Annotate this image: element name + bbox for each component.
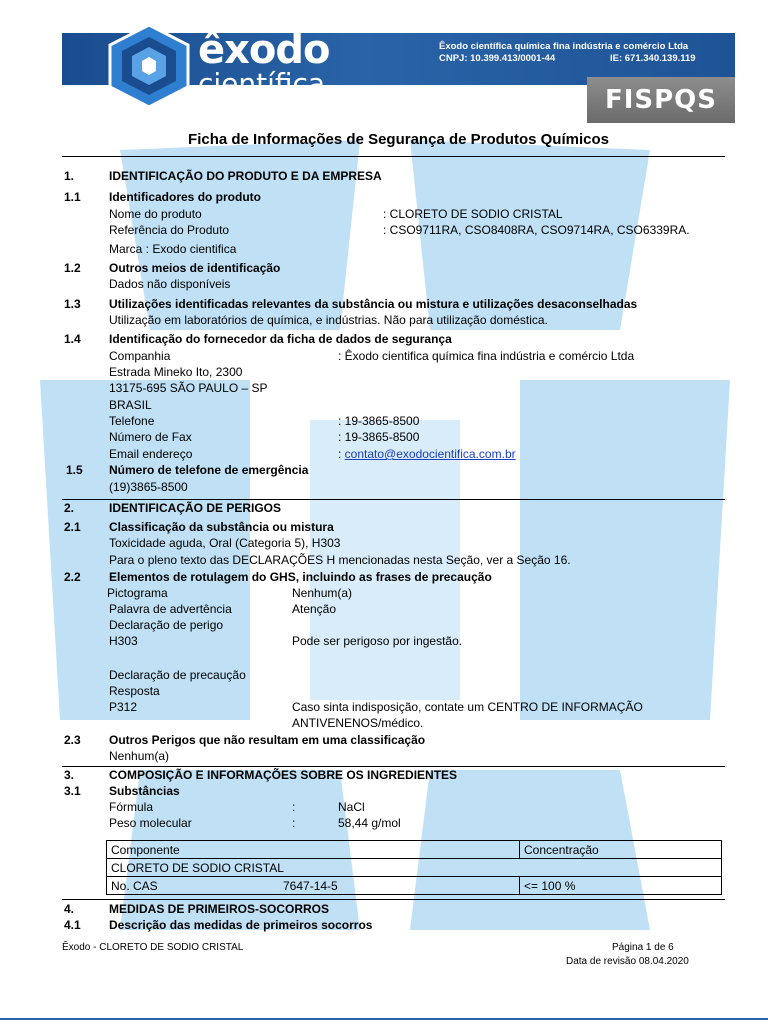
section-4-number: 4. [64,902,75,916]
section-1-3-title: Utilizações identificadas relevantes da substância ou mistura e utilizações desaconselhadas [109,297,638,311]
header-banner [62,27,735,123]
pictogram-value: Nenhum(a) [292,586,353,600]
section-3-1-title: Substâncias [109,784,180,798]
p312-label: P312 [109,700,138,714]
title-divider [62,156,725,157]
table-row [107,859,722,877]
logo-word-exodo: êxodo [198,27,330,73]
bottom-border [0,1018,768,1020]
section-1-3-text: Utilização em laboratórios de química, e indústrias. Não para utilização doméstica. [109,313,548,327]
h303-value: Pode ser perigoso por ingestão. [292,634,463,648]
company-label: Companhia [109,349,171,363]
email-link[interactable]: contato@exodocientifica.com.br [344,447,516,461]
phone-value: : 19-3865-8500 [338,414,420,428]
section-1-2-text: Dados não disponíveis [109,277,231,291]
company-value: : Êxodo cientifica química fina indústria e comércio Ltda [338,349,635,363]
email-colon: : [338,447,345,461]
p312-value-2: ANTIVENENOS/médico. [292,716,424,730]
table-header-row [107,841,722,859]
email-label: Email endereço [109,447,193,461]
footer-product: Êxodo - CLORETO DE SODIO CRISTAL [62,942,244,953]
cas-label: No. CAS [111,878,158,893]
product-name-value: : CLORETO DE SODIO CRISTAL [383,207,563,221]
section-1-number: 1. [64,169,75,183]
signal-word-label: Palavra de advertência [109,602,232,616]
section-4-title: MEDIDAS DE PRIMEIROS-SOCORROS [109,902,330,916]
section-2-1-text-1: Toxicidade aguda, Oral (Categoria 5), H303 [109,536,341,550]
phone-label: Telefone [109,414,155,428]
p312-value-1: Caso sinta indisposição, contate um CENTRO DE INFORMAÇÃO [292,700,643,714]
formula-value: NaCl [338,800,365,814]
section-2-3-text: Nenhum(a) [109,749,170,763]
section-1-2-title: Outros meios de identificação [109,261,281,275]
logo-word-cientifica: científica [198,67,326,100]
company-name: Êxodo científica química fina indústria e comércio Ltda [439,41,689,52]
section-1-5-title: Número de telefone de emergência [109,463,309,477]
section-3-title: COMPOSIÇÃO E INFORMAÇÕES SOBRE OS INGREDIENTES [109,768,458,782]
header-concentration: Concentração [520,841,722,859]
section-1-4-title: Identificação do fornecedor da ficha de dados de segurança [109,332,452,346]
fax-label: Número de Fax [109,430,192,444]
cube-logo-icon [106,23,192,109]
footer-page-number: Página 1 de 6 [612,942,674,953]
component-name: CLORETO DE SODIO CRISTAL [107,859,722,877]
cas-value: 7647-14-5 [283,878,338,893]
section-2-1-number: 2.1 [64,520,81,534]
section-3-divider [62,766,725,767]
section-3-1-number: 3.1 [64,784,81,798]
section-2-3-title: Outros Perigos que não resultam em uma classificação [109,733,426,747]
response-heading: Resposta [109,684,160,698]
emergency-phone: (19)3865-8500 [109,480,188,494]
section-1-2-number: 1.2 [64,261,81,275]
section-1-title: IDENTIFICAÇÃO DO PRODUTO E DA EMPRESA [109,169,382,183]
section-2-3-number: 2.3 [64,733,81,747]
section-1-4-number: 1.4 [64,332,81,346]
precaution-statement-heading: Declaração de precaução [109,668,246,682]
concentration-value: <= 100 % [520,877,722,895]
hazard-statement-heading: Declaração de perigo [109,618,224,632]
section-2-2-number: 2.2 [64,570,81,584]
section-2-title: IDENTIFICAÇÃO DE PERIGOS [109,501,282,515]
section-2-divider [62,499,725,500]
header-component: Componente [107,841,520,859]
product-name-label: Nome do produto [109,207,202,221]
table-row [107,877,722,895]
company-ie: IE: 671.340.139.119 [610,53,696,64]
formula-colon: : [292,800,296,814]
product-ref-label: Referência do Produto [109,223,230,237]
section-2-2-title: Elementos de rotulagem do GHS, incluindo as frases de precaução [109,570,492,584]
section-4-1-number: 4.1 [64,918,81,932]
section-2-1-title: Classificação da substância ou mistura [109,520,334,534]
section-4-divider [62,899,725,900]
section-2-number: 2. [64,501,75,515]
section-3-number: 3. [64,768,75,782]
h303-label: H303 [109,634,138,648]
footer-revision-date: Data de revisão 08.04.2020 [566,956,689,967]
section-1-1-title: Identificadores do produto [109,190,261,204]
section-1-3-number: 1.3 [64,297,81,311]
address-line-1: Estrada Mineko Ito, 2300 [109,365,243,379]
document-title: Ficha de Informações de Segurança de Produtos Químicos [188,131,609,148]
section-2-1-text-2: Para o pleno texto das DECLARAÇÕES H mencionadas nesta Seção, ver a Seção 16. [109,553,571,567]
section-1-1-number: 1.1 [64,190,81,204]
composition-table [106,840,722,895]
address-line-2: 13175-695 SÃO PAULO – SP [109,381,268,395]
product-ref-value: : CSO9711RA, CSO8408RA, CSO9714RA, CSO6339RA. [383,223,690,237]
address-line-3: BRASIL [109,398,152,412]
pictogram-label: Pictograma [107,586,168,600]
section-4-1-title: Descrição das medidas de primeiros socorros [109,918,373,932]
section-1-5-number: 1.5 [66,463,83,477]
signal-word-value: Atenção [292,602,337,616]
brand-line: Marca : Exodo cientifica [109,242,237,256]
molecular-weight-label: Peso molecular [109,816,192,830]
molecular-weight-colon: : [292,816,296,830]
fax-value: : 19-3865-8500 [338,430,420,444]
molecular-weight-value: 58,44 g/mol [338,816,401,830]
company-cnpj: CNPJ: 10.399.413/0001-44 [439,53,556,64]
formula-label: Fórmula [109,800,154,814]
fispqs-badge: FISPQS [587,77,735,123]
